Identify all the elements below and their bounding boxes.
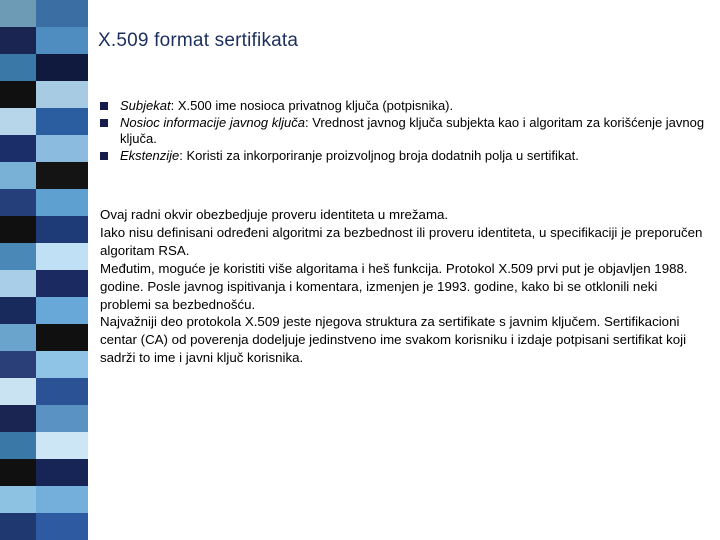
stripe-block [0, 486, 36, 513]
bullet-text: : Koristi za inkorporiranje proizvoljnog broja dodatnih polja u sertifikat. [179, 148, 579, 163]
stripe-block [36, 351, 88, 378]
bullet-term: Nosioc informacije javnog ključa [120, 115, 305, 130]
stripe-block [0, 216, 36, 243]
stripe-block [36, 162, 88, 189]
bullet-square-icon [100, 102, 108, 110]
stripe-block [0, 108, 36, 135]
stripe-block [36, 189, 88, 216]
stripe-block [0, 513, 36, 540]
bullet-item [100, 115, 705, 147]
stripe-block [0, 351, 36, 378]
stripe-block [36, 216, 88, 243]
stripe-block [36, 243, 88, 270]
stripe-block [0, 324, 36, 351]
stripe-block [0, 81, 36, 108]
stripe-block [0, 405, 36, 432]
paragraph: Međutim, moguće je koristiti više algoritama i heš funkcija. Protokol X.509 prvi put je objavljen 1988. godine. Posle javnog ispitivanja i komentara, izmenjen je 1993. godine, kako bi se otklonili neki problemi sa bezbednošću. [100, 260, 688, 312]
bullet-list [100, 98, 705, 165]
body-text [100, 206, 710, 367]
stripe-block [36, 81, 88, 108]
stripe-block [36, 135, 88, 162]
stripe-block [0, 459, 36, 486]
bullet-text: : X.500 ime nosioca privatnog ključa (potpisnika). [170, 98, 454, 113]
slide-title: X.509 format sertifikata [98, 30, 299, 51]
stripe-block [0, 27, 36, 54]
stripe-block [0, 432, 36, 459]
bullet-term: Subjekat [120, 98, 171, 113]
stripe-block [0, 135, 36, 162]
bullet-square-icon [100, 152, 108, 160]
bullet-item [100, 148, 705, 164]
stripe-block [36, 297, 88, 324]
bullet-item [100, 98, 705, 114]
stripe-block [36, 324, 88, 351]
paragraph: Iako nisu definisani određeni algoritmi za bezbednost ili proveru identiteta, u specifikaciji je preporučen algoritam RSA. [100, 224, 703, 258]
stripe-block [0, 189, 36, 216]
stripe-block [0, 270, 36, 297]
stripe-block [36, 513, 88, 540]
stripe-block [0, 378, 36, 405]
stripe-block [0, 162, 36, 189]
stripe-block [36, 54, 88, 81]
stripe-block [0, 297, 36, 324]
stripe-block [36, 270, 88, 297]
stripe-block [36, 459, 88, 486]
stripe-block [36, 486, 88, 513]
stripe-block [36, 432, 88, 459]
bullet-square-icon [100, 119, 108, 127]
stripe-block [36, 27, 88, 54]
bullet-term: Ekstenzije [120, 148, 180, 163]
stripe-block [36, 405, 88, 432]
stripe-block [0, 243, 36, 270]
stripe-block [36, 108, 88, 135]
paragraph: Ovaj radni okvir obezbedjuje proveru identiteta u mrežama. [100, 207, 449, 222]
stripe-block [0, 54, 36, 81]
stripe-block [0, 0, 36, 27]
stripe-block [36, 378, 88, 405]
paragraph: Najvažniji deo protokola X.509 jeste njegova struktura za sertifikate s javnim ključem. Sertifikacioni centar (CA) od poverenja dodeljuje jedinstveno ime svakom korisniku i izdaje potpisani sertifikat koji sadrži to ime i javni ključ korisnika. [100, 314, 687, 366]
decorative-stripe [0, 0, 88, 540]
stripe-block [36, 0, 88, 27]
bullet-text: : Vrednost javnog ključa subjekta kao i algoritam za korišćenje javnog ključa. [120, 115, 705, 146]
